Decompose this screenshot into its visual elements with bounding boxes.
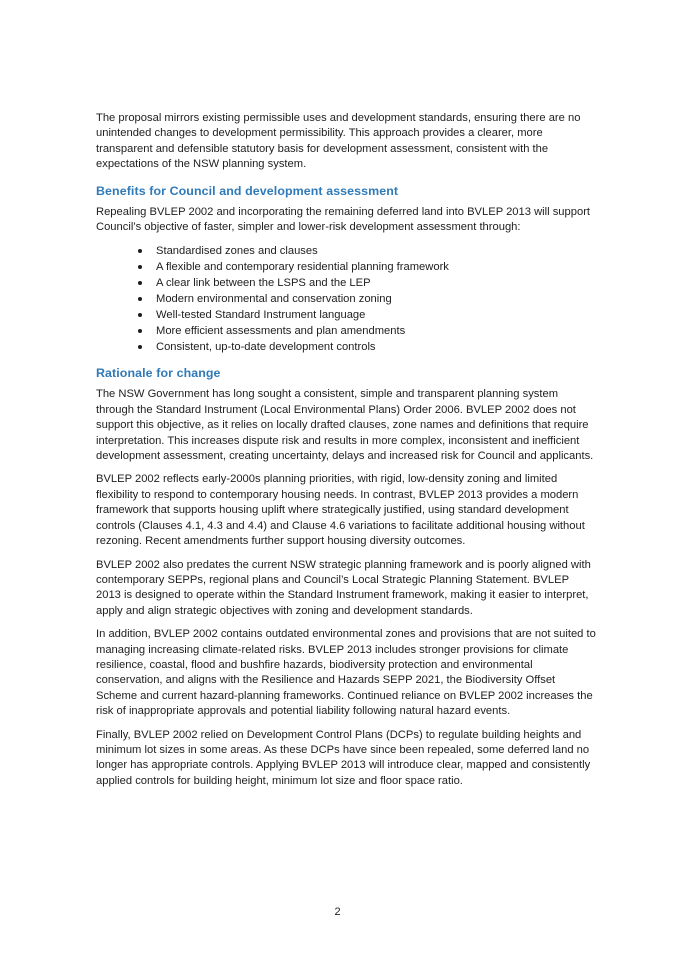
bullet-item [96,243,596,259]
bullet-text: A clear link between the LSPS and the LEP [156,277,371,290]
bullet-icon [138,345,142,349]
bullet-icon [138,265,142,269]
benefits-bullet-list [96,243,596,355]
bullet-text: Well-tested Standard Instrument language [156,309,366,322]
bullet-item [96,259,596,275]
intro-paragraph: The proposal mirrors existing permissible uses and development standards, ensuring there are no unintended changes to development permissibility. This approach provides a clearer, more transparent and defensible statutory basis for development assessment, consistent with the expectations of the NSW planning system. [96,112,581,171]
bullet-item [96,323,596,339]
rationale-paragraph: In addition, BVLEP 2002 contains outdated environmental zones and provisions that are not suited to managing increasing climate-related risks. BVLEP 2013 includes stronger provisions for climate resilience, coastal, flood and bushfire hazards, biodiversity protection and environmental conservation, and aligns with the Resilience and Hazards SEPP 2021, the Biodiversity Offset Scheme and current hazard-planning frameworks. Continued reliance on BVLEP 2002 increases the risk of inappropriate approvals and potential liability following natural hazard events. [96,628,596,718]
bullet-icon [138,313,142,317]
rationale-paragraph: BVLEP 2002 reflects early-2000s planning priorities, with rigid, low-density zoning and limited flexibility to respond to contemporary housing needs. In contrast, BVLEP 2013 provides a modern framework that supports housing uplift where strategically justified, using standard development controls (Clauses 4.1, 4.3 and 4.4) and Clause 4.6 variations to facilitate additional housing without rezoning. Recent amendments further support housing diversity outcomes. [96,473,585,548]
bullet-icon [138,249,142,253]
bullet-text: Modern environmental and conservation zoning [156,293,392,306]
bullet-icon [138,297,142,301]
bullet-text: Consistent, up-to-date development controls [156,341,376,354]
section-heading-benefits: Benefits for Council and development assessment [96,183,399,198]
benefits-paragraph: Repealing BVLEP 2002 and incorporating the remaining deferred land into BVLEP 2013 will support Council’s objective of faster, simpler and lower-risk development assessment through: [96,205,591,234]
bullet-item [96,307,596,323]
bullet-text: More efficient assessments and plan amendments [156,325,406,338]
bullet-item [96,275,596,291]
bullet-item [96,339,596,355]
bullet-icon [138,329,142,333]
rationale-paragraph: BVLEP 2002 also predates the current NSW strategic planning framework and is poorly aligned with contemporary SEPPs, regional plans and Council’s Local Strategic Planning Statement. BVLEP 2013 is designed to operate within the Standard Instrument framework, making it easier to interpret, apply and align strategic objectives with zoning and development standards. [96,558,591,617]
rationale-paragraph: The NSW Government has long sought a consistent, simple and transparent planning system through the Standard Instrument (Local Environmental Plans) Order 2006. BVLEP 2002 does not support this objective, as it relies on locally drafted clauses, zone names and definitions that require interpretation. This increases dispute risk and results in more complex, inconsistent and inefficient development assessment, creating uncertainty, delays and increased risk for Council and applicants. [96,388,594,463]
page-number: 2 [334,906,341,918]
bullet-icon [138,281,142,285]
bullet-text: A flexible and contemporary residential planning framework [156,261,449,274]
page-content [96,111,596,797]
rationale-paragraph: Finally, BVLEP 2002 relied on Development Control Plans (DCPs) to regulate building heights and minimum lot sizes in some areas. As these DCPs have since been repealed, some deferred land no longer has appropriate controls. Applying BVLEP 2013 will introduce clear, mapped and consistently applied controls for building height, minimum lot size and floor space ratio. [96,728,591,787]
bullet-item [96,291,596,307]
bullet-text: Standardised zones and clauses [156,245,318,258]
section-heading-rationale: Rationale for change [96,366,221,381]
